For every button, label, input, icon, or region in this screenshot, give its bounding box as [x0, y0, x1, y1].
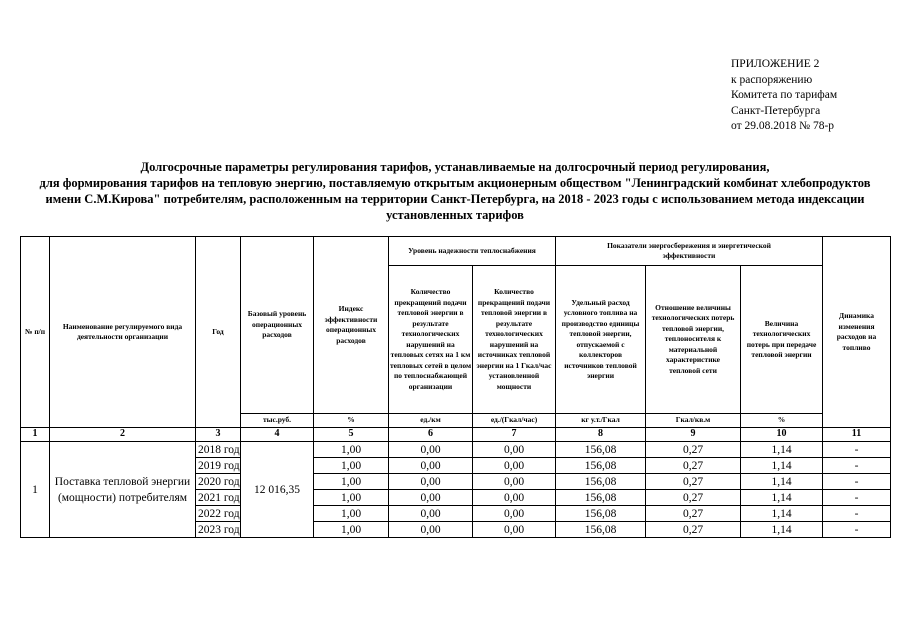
row-num: 1	[21, 442, 50, 538]
year: 2023 год	[196, 522, 241, 538]
cell-c9: 0,27	[646, 522, 741, 538]
header-c6: Количество прекращений подачи тепловой энергии в результате технологических нарушений на тепловых сетях на 1 км тепловых сетей в целом по теплоснабжающей организации	[389, 266, 473, 414]
unit: тыс.руб.	[241, 414, 314, 428]
col-number: 3	[196, 428, 241, 442]
activity-name: Поставка тепловой энергии (мощности) потребителям	[50, 442, 196, 538]
cell-c8: 156,08	[556, 458, 646, 474]
appendix-line: Санкт-Петербурга	[731, 104, 821, 117]
table-row	[21, 442, 891, 458]
cell-c10: 1,14	[741, 458, 823, 474]
col-number: 11	[823, 428, 891, 442]
cell-c8: 156,08	[556, 490, 646, 506]
cell-idx: 1,00	[314, 490, 389, 506]
cell-c8: 156,08	[556, 442, 646, 458]
cell-c7: 0,00	[473, 522, 556, 538]
unit: %	[741, 414, 823, 428]
header-c10: Величина технологических потерь при передаче тепловой энергии	[741, 266, 823, 414]
col-number: 6	[389, 428, 473, 442]
col-number: 1	[21, 428, 50, 442]
cell-c9: 0,27	[646, 506, 741, 522]
cell-c6: 0,00	[389, 442, 473, 458]
cell-c11: -	[823, 458, 891, 474]
col-number: 10	[741, 428, 823, 442]
unit: ед./(Гкал/час)	[473, 414, 556, 428]
cell-c7: 0,00	[473, 474, 556, 490]
cell-c11: -	[823, 442, 891, 458]
year: 2021 год	[196, 490, 241, 506]
header-reliability: Уровень надежности теплоснабжения	[389, 237, 556, 266]
header-year: Год	[196, 237, 241, 428]
cell-c7: 0,00	[473, 458, 556, 474]
appendix-line: ПРИЛОЖЕНИЕ 2	[731, 58, 820, 70]
parameters-table	[20, 236, 891, 538]
cell-c8: 156,08	[556, 522, 646, 538]
cell-c6: 0,00	[389, 506, 473, 522]
appendix-line: от 29.08.2018 № 78-р	[731, 120, 835, 132]
cell-c9: 0,27	[646, 490, 741, 506]
cell-c10: 1,14	[741, 474, 823, 490]
year: 2022 год	[196, 506, 241, 522]
cell-c10: 1,14	[741, 522, 823, 538]
cell-c7: 0,00	[473, 506, 556, 522]
cell-c6: 0,00	[389, 458, 473, 474]
header-num: № п/п	[21, 237, 50, 428]
title-line: имени С.М.Кирова" потребителям, расположенным на территории Санкт-Петербурга, на 2018 - 2023 годы с использованием метода индексации	[45, 192, 865, 206]
cell-c11: -	[823, 474, 891, 490]
cell-c6: 0,00	[389, 474, 473, 490]
col-number: 7	[473, 428, 556, 442]
header-energy-saving: Показатели энергосбережения и энергетической эффективности	[556, 237, 823, 266]
cell-c9: 0,27	[646, 474, 741, 490]
base-opex: 12 016,35	[241, 442, 314, 538]
cell-c11: -	[823, 522, 891, 538]
cell-c6: 0,00	[389, 490, 473, 506]
cell-c10: 1,14	[741, 442, 823, 458]
cell-idx: 1,00	[314, 442, 389, 458]
cell-c11: -	[823, 490, 891, 506]
header-fuel-dynamics: Динамика изменения расходов на топливо	[823, 237, 891, 428]
cell-c8: 156,08	[556, 474, 646, 490]
col-number: 9	[646, 428, 741, 442]
cell-c9: 0,27	[646, 442, 741, 458]
header-base: Базовый уровень операционных расходов	[241, 237, 314, 414]
cell-c10: 1,14	[741, 506, 823, 522]
col-number: 8	[556, 428, 646, 442]
appendix-block	[731, 57, 837, 135]
cell-c7: 0,00	[473, 442, 556, 458]
year: 2018 год	[196, 442, 241, 458]
year: 2020 год	[196, 474, 241, 490]
cell-idx: 1,00	[314, 458, 389, 474]
cell-c7: 0,00	[473, 490, 556, 506]
header-c7: Количество прекращений подачи тепловой энергии в результате технологических нарушений на источниках тепловой энергии на 1 Гкал/час установленной мощности	[473, 266, 556, 414]
col-number: 2	[50, 428, 196, 442]
cell-c11: -	[823, 506, 891, 522]
unit: Гкал/кв.м	[646, 414, 741, 428]
unit: кг у.т./Гкал	[556, 414, 646, 428]
cell-c10: 1,14	[741, 490, 823, 506]
header-index: Индекс эффективности операционных расходов	[314, 237, 389, 414]
cell-c9: 0,27	[646, 458, 741, 474]
cell-idx: 1,00	[314, 474, 389, 490]
appendix-line: Комитета по тарифам	[731, 89, 838, 101]
col-number: 5	[314, 428, 389, 442]
document-title	[20, 159, 890, 223]
col-number: 4	[241, 428, 314, 442]
title-line: для формирования тарифов на тепловую энергию, поставляемую открытым акционерным обществом "Ленинградский комбинат хлебопродуктов	[39, 176, 871, 190]
cell-c6: 0,00	[389, 522, 473, 538]
appendix-line: к распоряжению	[731, 73, 813, 86]
year: 2019 год	[196, 458, 241, 474]
unit: ед./км	[389, 414, 473, 428]
cell-c8: 156,08	[556, 506, 646, 522]
header-c9: Отношение величины технологических потерь тепловой энергии, теплоносителя к материальной характеристике тепловой сети	[646, 266, 741, 414]
title-line: Долгосрочные параметры регулирования тарифов, устанавливаемые на долгосрочный период регулирования,	[140, 160, 770, 174]
cell-idx: 1,00	[314, 522, 389, 538]
title-line: установленных тарифов	[386, 208, 524, 222]
cell-idx: 1,00	[314, 506, 389, 522]
header-name: Наименование регулируемого вида деятельности организации	[50, 237, 196, 428]
unit: %	[314, 414, 389, 428]
header-c8: Удельный расход условного топлива на производство единицы тепловой энергии, отпускаемой с коллекторов источников тепловой энергии	[556, 266, 646, 414]
